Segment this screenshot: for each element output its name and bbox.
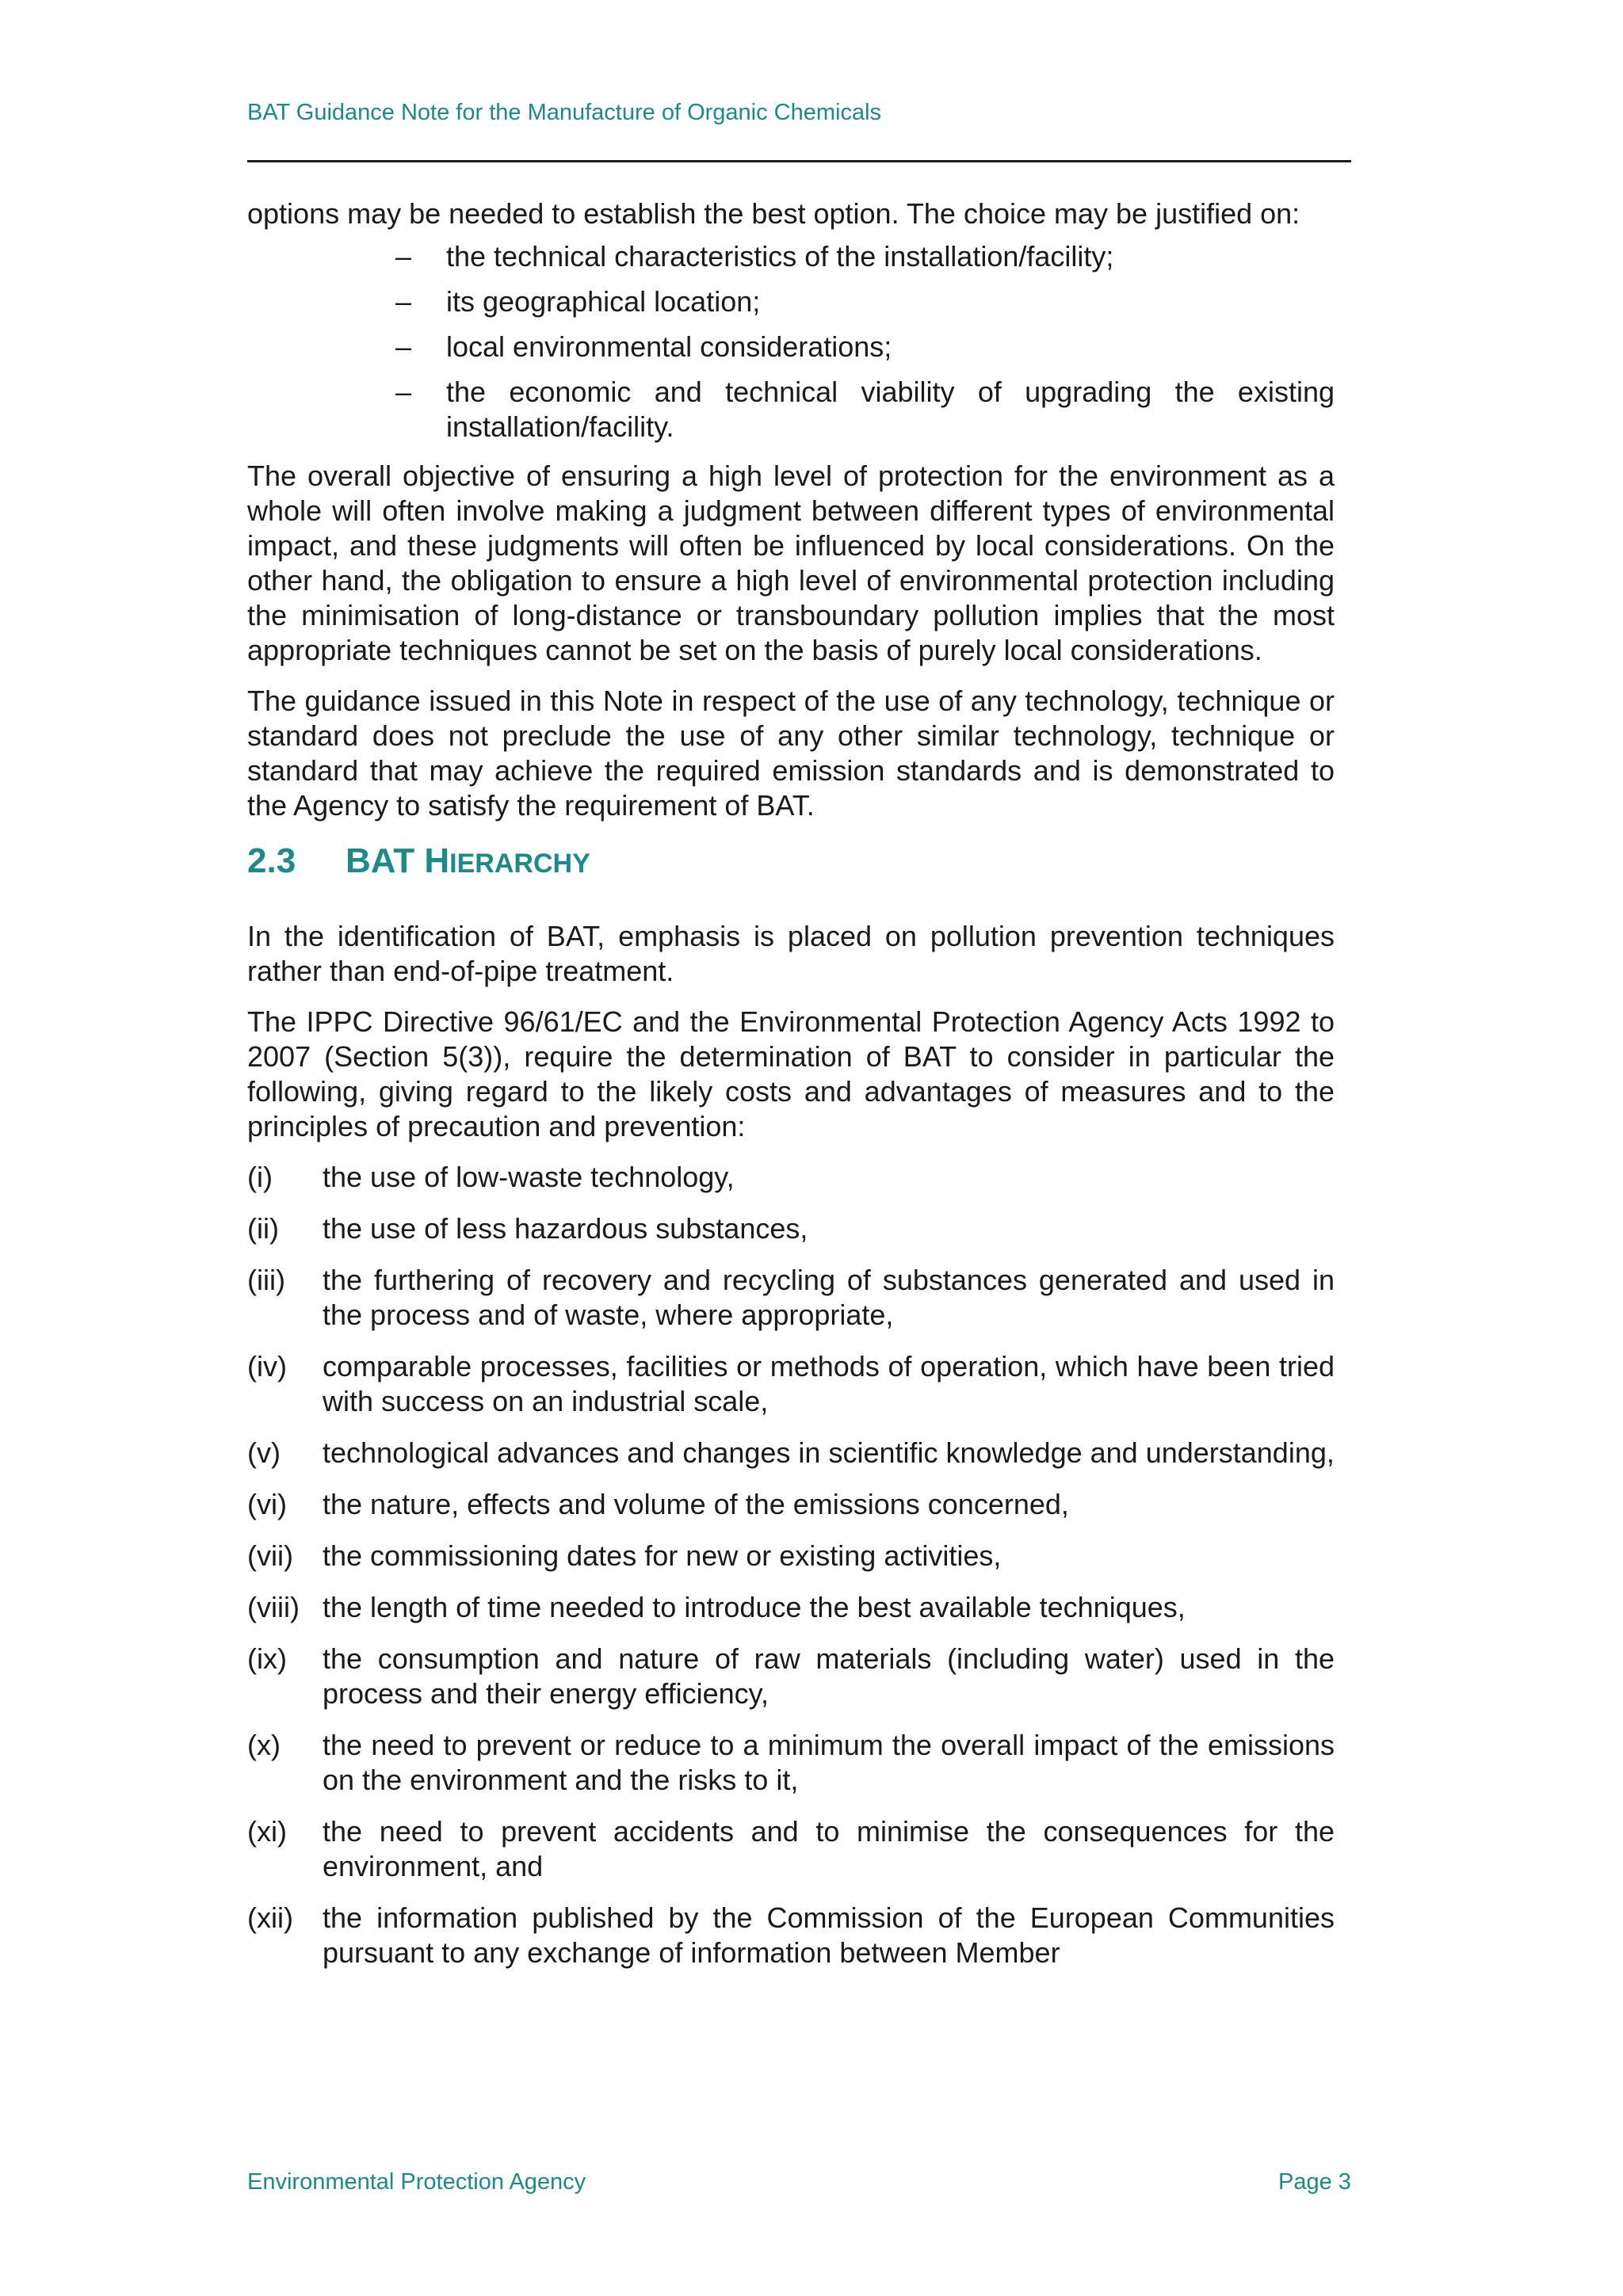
- list-item: [247, 239, 1335, 274]
- list-item-text: the consumption and nature of raw materials (including water) used in the process and their energy efficiency,: [323, 1642, 1335, 1710]
- list-marker: (x): [247, 1729, 281, 1761]
- list-marker: (vi): [247, 1488, 287, 1520]
- list-item: [247, 1728, 1335, 1798]
- list-item-text: the use of low-waste technology,: [323, 1161, 735, 1193]
- list-item: [247, 284, 1335, 319]
- list-marker: (xii): [247, 1901, 293, 1934]
- list-item: [247, 1642, 1335, 1711]
- page-content: [247, 196, 1335, 1987]
- list-marker: (v): [247, 1436, 281, 1469]
- footer-page-number: Page 3: [1278, 2169, 1351, 2195]
- list-marker: (ix): [247, 1642, 287, 1675]
- list-item: [247, 1263, 1335, 1333]
- header-rule: [247, 160, 1351, 162]
- list-item: [247, 1590, 1335, 1625]
- section-title-lead: BAT H: [346, 841, 450, 880]
- section-heading: [247, 841, 1335, 884]
- list-item-text: its geographical location;: [446, 285, 761, 318]
- dash-bullet: –: [395, 240, 412, 273]
- list-item: [247, 1539, 1335, 1573]
- list-item-text: the economic and technical viability of upgrading the existing installation/facility.: [446, 376, 1335, 443]
- list-marker: (iv): [247, 1350, 287, 1383]
- running-header: BAT Guidance Note for the Manufacture of Organic Chemicals: [247, 100, 882, 125]
- list-item-text: the information published by the Commission of the European Communities pursuant to any exchange of information between Member: [323, 1901, 1335, 1969]
- list-item-text: the need to prevent accidents and to minimise the consequences for the environment, and: [323, 1815, 1335, 1882]
- list-item-text: the furthering of recovery and recycling of substances generated and used in the process and of waste, where appropriate,: [323, 1264, 1335, 1331]
- list-item-text: the length of time needed to introduce the best available techniques,: [323, 1591, 1186, 1623]
- list-item: [247, 1901, 1335, 1970]
- body-paragraph: The IPPC Directive 96/61/EC and the Environmental Protection Agency Acts 1992 to 2007 (Section 5(3)), require the determination of BAT to consider in particular the following, giving regard to the likely costs and advantages of measures and to the principles of precaution and prevention:: [247, 1005, 1335, 1142]
- section-number: 2.3: [247, 841, 296, 880]
- body-paragraph: The guidance issued in this Note in respect of the use of any technology, technique or standard does not preclude the use of any other similar technology, technique or standard that may achieve the required emission standards and is demonstrated to the Agency to satisfy the requirement of BAT.: [247, 685, 1335, 822]
- list-item-text: local environmental considerations;: [446, 330, 892, 363]
- dash-bullet: –: [395, 330, 412, 363]
- bat-considerations-list: [247, 1160, 1335, 1970]
- dash-bullet: –: [395, 285, 412, 318]
- body-paragraph: The overall objective of ensuring a high level of protection for the environment as a whole will often involve making a judgment between different types of environmental impact, and these judgments will often be influenced by local considerations. On the other hand, the obligation to ensure a high level of environmental protection including the minimisation of long-distance or transboundary pollution implies that the most appropriate techniques cannot be set on the basis of purely local considerations.: [247, 460, 1335, 666]
- intro-paragraph: options may be needed to establish the best option. The choice may be justified on:: [247, 197, 1300, 230]
- list-item: [247, 1211, 1335, 1246]
- list-item-text: technological advances and changes in scientific knowledge and understanding,: [323, 1436, 1335, 1469]
- body-paragraph: In the identification of BAT, emphasis is placed on pollution prevention techniques rather than end-of-pipe treatment.: [247, 920, 1335, 987]
- list-marker: (xi): [247, 1815, 287, 1848]
- list-item: [247, 1349, 1335, 1419]
- list-marker: (i): [247, 1161, 273, 1193]
- list-marker: (ii): [247, 1212, 279, 1245]
- list-item-text: the nature, effects and volume of the emissions concerned,: [323, 1488, 1069, 1520]
- list-item: [247, 1487, 1335, 1522]
- dash-bullet: –: [395, 376, 412, 408]
- list-item-text: the technical characteristics of the installation/facility;: [446, 240, 1114, 273]
- justification-list: [247, 239, 1335, 444]
- footer-agency: Environmental Protection Agency: [247, 2169, 586, 2195]
- list-item-text: the commissioning dates for new or existing activities,: [323, 1539, 1002, 1572]
- list-item-text: comparable processes, facilities or methods of operation, which have been tried with success on an industrial scale,: [323, 1350, 1335, 1417]
- list-item: [247, 375, 1335, 444]
- list-marker: (iii): [247, 1264, 285, 1296]
- list-item-text: the use of less hazardous substances,: [323, 1212, 808, 1245]
- list-marker: (vii): [247, 1539, 293, 1572]
- list-item: [247, 330, 1335, 364]
- list-item: [247, 1436, 1335, 1470]
- list-item-text: the need to prevent or reduce to a minimum the overall impact of the emissions on the environment and the risks to it,: [323, 1729, 1335, 1796]
- section-title-smallcaps: IERARCHY: [449, 849, 590, 879]
- list-marker: (viii): [247, 1591, 300, 1623]
- list-item: [247, 1814, 1335, 1884]
- list-item: [247, 1160, 1335, 1195]
